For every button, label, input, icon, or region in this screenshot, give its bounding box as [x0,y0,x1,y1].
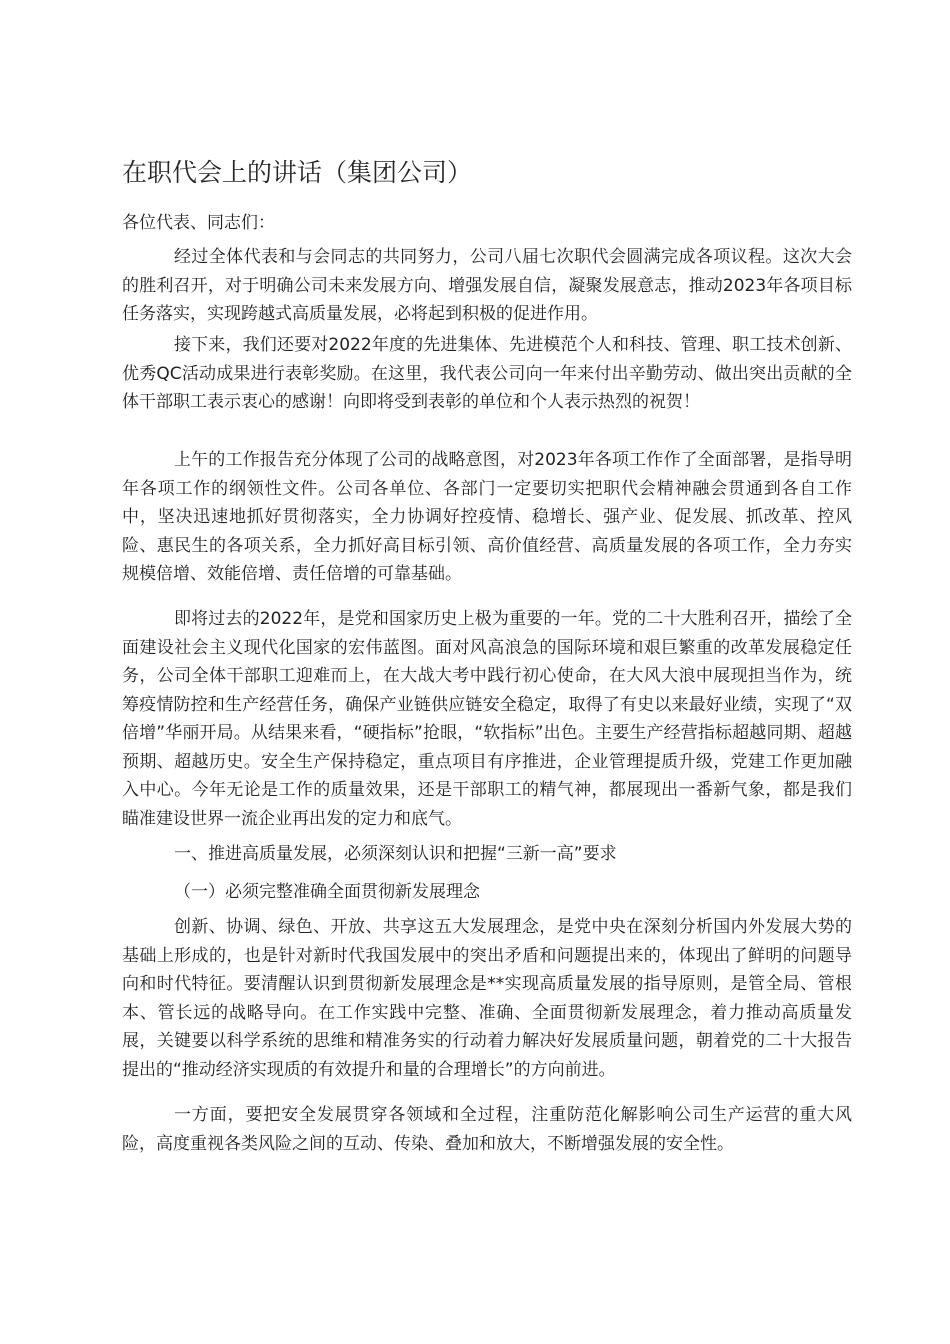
paragraph-year-review: 即将过去的2022年，是党和国家历史上极为重要的一年。党的二十大胜利召开，描绘了全面建设社会主义现代化国家的宏伟蓝图。面对风高浪急的国际环境和艰巨繁重的改革发展稳定任务，公司全体干部职工迎难而上，在大战大考中践行初心使命，在大风大浪中展现担当作为，统筹疫情防控和生产经营任务，确保产业链供应链安全稳定，取得了有史以来最好业绩，实现了“双倍增”华丽开局。从结果来看，“硬指标”抢眼，“软指标”出色。主要生产经营指标超越同期、超越预期、超越历史。安全生产保持稳定，重点项目有序推进，企业管理提质升级，党建工作更加融入中心。今年无论是工作的质量效果，还是干部职工的精气神，都展现出一番新气象，都是我们瞄准建设世界一流企业再出发的定力和底气。 [122,609,852,829]
paragraph-development-concept: 创新、协调、绿色、开放、共享这五大发展理念，是党中央在深刻分析国内外发展大势的基础上形成的，也是针对新时代我国发展中的突出矛盾和问题提出来的，体现出了鲜明的问题导向和时代特征。要清醒认识到贯彻新发展理念是**实现高质量发展的指导原则，是管全局、管根本、管长远的战略导向。在工作实践中完整、准确、全面贯彻新发展理念，着力推动高质量发展，关键要以科学系统的思维和精准务实的行动着力解决好发展质量问题，朝着党的二十大报告提出的“推动经济实现质的有效提升和量的合理增长”的方向前进。 [122,917,852,1080]
document-title: 在职代会上的讲话（集团公司） [122,158,473,187]
section-heading: 一、推进高质量发展，必须深刻认识和把握“三新一高”要求 [174,844,617,864]
paragraph-opening: 经过全体代表和与会同志的共同努力，公司八届七次职代会圆满完成各项议程。这次大会的胜利召开，对于明确公司未来发展方向、增强发展自信，凝聚发展意志，推动2023年各项目标任务落实，实现跨越式高质量发展，必将起到积极的促进作用。 [122,247,852,324]
subsection-heading: （一）必须完整准确全面贯彻新发展理念 [174,882,480,902]
salutation: 各位代表、同志们： [122,213,275,233]
paragraph-work-report: 上午的工作报告充分体现了公司的战略意图，对2023年各项工作作了全面部署，是指导明年各项工作的纲领性文件。公司各单位、各部门一定要切实把职代会精神融会贯通到各自工作中，坚决迅速地抓好贯彻落实，全力协调好控疫情、稳增长、强产业、促发展、抓改革、控风险、惠民生的各项关系，全力抓好高目标引领、高价值经营、高质量发展的各项工作，全力夯实规模倍增、效能倍增、责任倍增的可靠基础。 [122,450,852,584]
paragraph-commendation: 接下来，我们还要对2022年度的先进集体、先进模范个人和科技、管理、职工技术创新、优秀QC活动成果进行表彰奖励。在这里，我代表公司向一年来付出辛勤劳动、做出突出贡献的全体干部职工表示衷心的感谢！向即将受到表彰的单位和个人表示热烈的祝贺！ [122,335,852,412]
paragraph-safety-development: 一方面，要把安全发展贯穿各领域和全过程，注重防范化解影响公司生产运营的重大风险，高度重视各类风险之间的互动、传染、叠加和放大，不断增强发展的安全性。 [122,1105,852,1154]
